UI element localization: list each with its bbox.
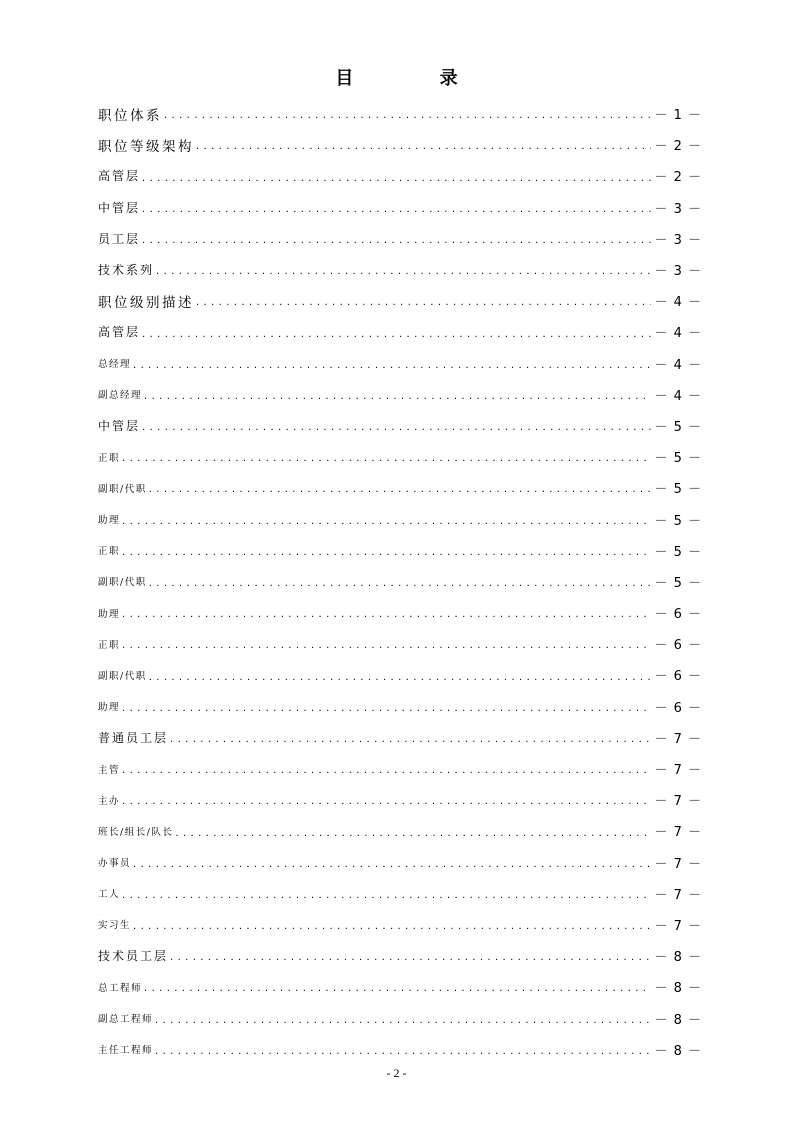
toc-entry-label: 副职/代职: [98, 670, 147, 682]
toc-dot-leader: [122, 441, 651, 472]
toc-entry[interactable]: [98, 847, 702, 878]
toc-entry-page: － 7 －: [654, 825, 702, 841]
toc-entry-label: 副职/代职: [98, 483, 147, 495]
toc-entry-page: － 5 －: [654, 482, 702, 498]
toc-entry-page: － 5 －: [654, 513, 702, 529]
toc-dot-leader: [122, 784, 651, 815]
toc-entry-page: － 4 －: [654, 326, 702, 342]
toc-entry[interactable]: [98, 285, 702, 316]
toc-dot-leader: [196, 129, 651, 160]
toc-entry[interactable]: [98, 129, 702, 160]
toc-dot-leader: [122, 878, 651, 909]
toc-entry-page: － 7 －: [654, 918, 702, 934]
toc-dot-leader: [133, 348, 651, 379]
toc-entry-page: － 1 －: [654, 108, 702, 124]
toc-entry[interactable]: [98, 628, 702, 659]
toc-entry-page: － 3 －: [654, 232, 702, 248]
toc-entry[interactable]: [98, 503, 702, 534]
toc-entry-label: 正职: [98, 639, 121, 651]
toc-entry-page: － 7 －: [654, 887, 702, 903]
toc-entry-label: 副职/代职: [98, 577, 147, 589]
toc-entry-label: 职位等级架构: [98, 138, 194, 155]
toc-entry-page: － 2 －: [654, 170, 702, 186]
page-number-footer: - 2 -: [386, 1066, 407, 1080]
toc-dot-leader: [175, 815, 651, 846]
toc-dot-leader: [122, 691, 651, 722]
toc-dot-leader: [122, 628, 651, 659]
toc-entry-page: － 4 －: [654, 388, 702, 404]
toc-entry-label: 副总工程师: [98, 1014, 154, 1026]
toc-entry-page: － 6 －: [654, 669, 702, 685]
toc-entry[interactable]: [98, 192, 702, 223]
toc-entry-label: 中管层: [98, 200, 141, 215]
toc-entry[interactable]: [98, 410, 702, 441]
toc-entry-label: 助理: [98, 702, 121, 714]
toc-dot-leader: [170, 722, 651, 753]
toc-entry-page: － 5 －: [654, 575, 702, 591]
toc-entry[interactable]: [98, 566, 702, 597]
toc-dot-leader: [155, 1002, 651, 1033]
toc-entry[interactable]: [98, 722, 702, 753]
toc-entry[interactable]: [98, 940, 702, 971]
toc-entry[interactable]: [98, 878, 702, 909]
toc-entry-label: 正职: [98, 452, 121, 464]
toc-entry-page: － 4 －: [654, 357, 702, 373]
toc-entry-label: 副总经理: [98, 390, 143, 402]
toc-dot-leader: [133, 847, 651, 878]
toc-entry-label: 主任工程师: [98, 1045, 154, 1057]
toc-entry-label: 工人: [98, 889, 121, 901]
toc-entry-label: 职位级别描述: [98, 294, 194, 311]
toc-entry-label: 助理: [98, 515, 121, 527]
toc-dot-leader: [133, 909, 651, 940]
toc-entry[interactable]: [98, 971, 702, 1002]
toc-entry-page: － 5 －: [654, 544, 702, 560]
toc-entry-label: 总工程师: [98, 982, 143, 994]
toc-entry-page: － 6 －: [654, 638, 702, 654]
toc-entry[interactable]: [98, 659, 702, 690]
toc-entry-label: 技术系列: [98, 263, 155, 278]
toc-dot-leader: [164, 98, 651, 129]
toc-dot-leader: [122, 753, 651, 784]
toc-entry-label: 技术员工层: [98, 949, 169, 964]
table-of-contents: [98, 98, 702, 1065]
toc-entry-page: － 4 －: [654, 295, 702, 311]
toc-entry-page: － 7 －: [654, 794, 702, 810]
toc-dot-leader: [196, 285, 651, 316]
toc-dot-leader: [142, 223, 651, 254]
toc-entry-page: － 8 －: [654, 1012, 702, 1028]
toc-entry[interactable]: [98, 472, 702, 503]
toc-entry-label: 主办: [98, 795, 121, 807]
toc-dot-leader: [142, 410, 651, 441]
toc-entry-page: － 8 －: [654, 950, 702, 966]
toc-entry-page: － 3 －: [654, 264, 702, 280]
toc-entry[interactable]: [98, 909, 702, 940]
toc-dot-leader: [142, 316, 651, 347]
toc-dot-leader: [122, 535, 651, 566]
toc-entry[interactable]: [98, 597, 702, 628]
toc-entry-label: 员工层: [98, 231, 141, 246]
toc-entry-label: 总经理: [98, 359, 132, 371]
toc-dot-leader: [149, 659, 652, 690]
toc-dot-leader: [170, 940, 651, 971]
toc-entry[interactable]: [98, 691, 702, 722]
toc-entry-page: － 8 －: [654, 1043, 702, 1059]
toc-entry[interactable]: [98, 815, 702, 846]
toc-entry-page: － 7 －: [654, 731, 702, 747]
toc-entry[interactable]: [98, 1002, 702, 1033]
toc-entry-label: 普通员工层: [98, 730, 169, 745]
toc-title: 目 录: [335, 68, 498, 89]
toc-entry-page: － 5 －: [654, 451, 702, 467]
toc-entry[interactable]: [98, 348, 702, 379]
toc-entry-label: 实习生: [98, 920, 132, 932]
toc-dot-leader: [122, 597, 651, 628]
toc-entry-label: 职位体系: [98, 107, 162, 124]
toc-entry-page: － 7 －: [654, 763, 702, 779]
toc-entry-page: － 6 －: [654, 607, 702, 623]
toc-entry[interactable]: [98, 753, 702, 784]
toc-dot-leader: [142, 160, 651, 191]
toc-entry-page: － 5 －: [654, 419, 702, 435]
toc-entry-label: 中管层: [98, 418, 141, 433]
toc-entry-label: 主管: [98, 764, 121, 776]
toc-entry-label: 高管层: [98, 325, 141, 340]
toc-entry-label: 助理: [98, 608, 121, 620]
toc-entry[interactable]: [98, 784, 702, 815]
toc-dot-leader: [144, 971, 651, 1002]
toc-dot-leader: [155, 1034, 651, 1065]
toc-entry-page: － 3 －: [654, 201, 702, 217]
toc-entry-page: － 2 －: [654, 139, 702, 155]
toc-entry-label: 办事员: [98, 858, 132, 870]
toc-entry[interactable]: [98, 1034, 702, 1065]
toc-entry-label: 班长/组长/队长: [98, 826, 174, 838]
toc-entry-page: － 7 －: [654, 856, 702, 872]
toc-entry[interactable]: [98, 160, 702, 191]
toc-dot-leader: [156, 254, 651, 285]
toc-entry-page: － 8 －: [654, 981, 702, 997]
toc-dot-leader: [149, 472, 652, 503]
toc-entry[interactable]: [98, 441, 702, 472]
toc-entry[interactable]: [98, 223, 702, 254]
toc-entry-label: 高管层: [98, 169, 141, 184]
toc-entry[interactable]: [98, 535, 702, 566]
toc-entry[interactable]: [98, 316, 702, 347]
toc-dot-leader: [142, 192, 651, 223]
toc-entry[interactable]: [98, 98, 702, 129]
toc-entry[interactable]: [98, 379, 702, 410]
toc-dot-leader: [144, 379, 651, 410]
toc-dot-leader: [149, 566, 652, 597]
toc-entry-label: 正职: [98, 546, 121, 558]
toc-dot-leader: [122, 503, 651, 534]
toc-entry-page: － 6 －: [654, 700, 702, 716]
toc-entry[interactable]: [98, 254, 702, 285]
